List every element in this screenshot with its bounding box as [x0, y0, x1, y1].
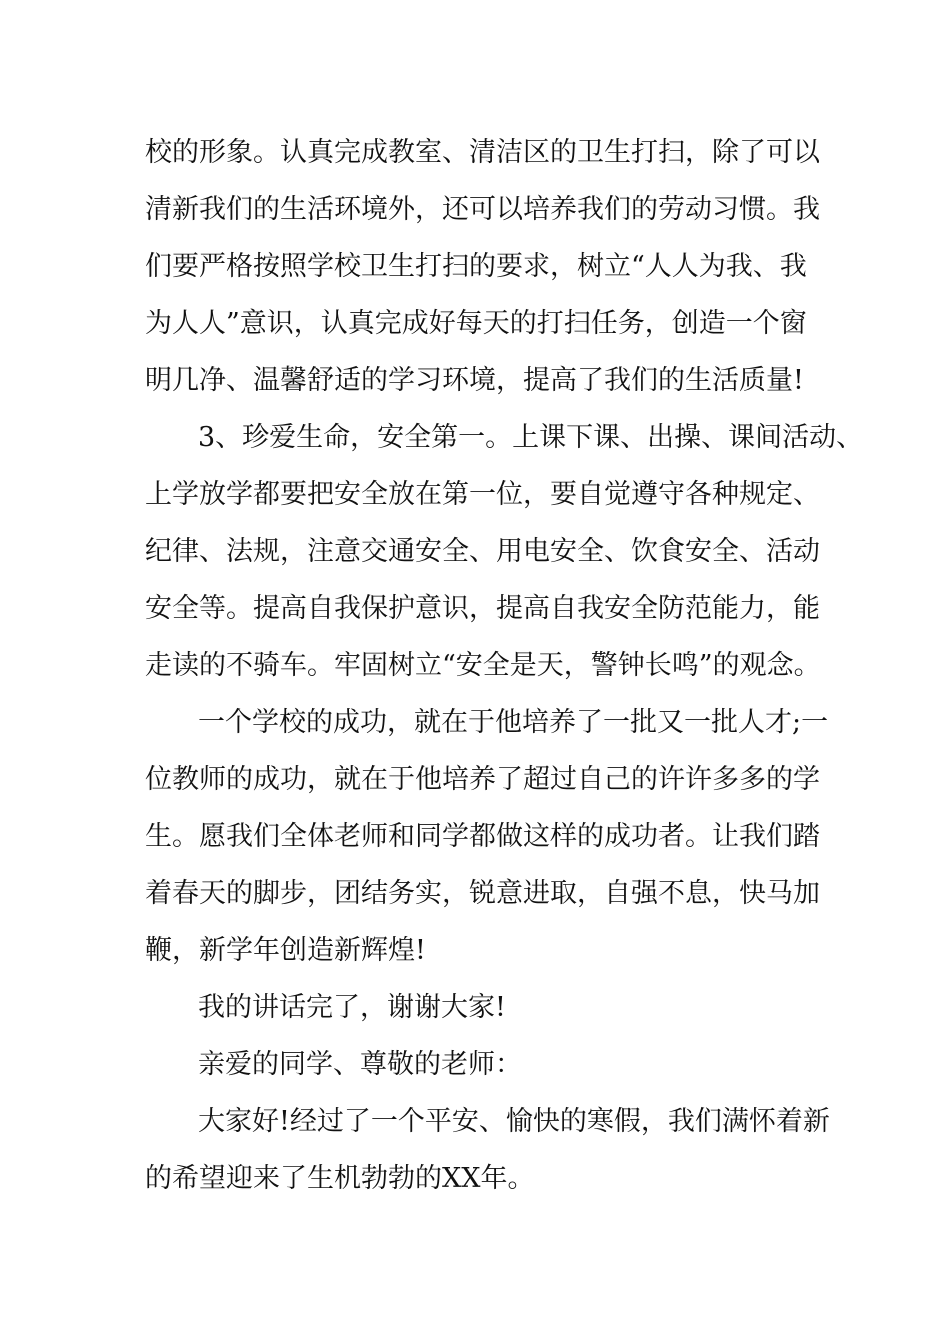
text-line-15: 鞭，新学年创造新辉煌!: [145, 935, 426, 966]
text-line-16: 我的讲话完了，谢谢大家!: [198, 992, 506, 1023]
text-line-14: 着春天的脚步，团结务实，锐意进取，自强不息，快马加: [145, 878, 820, 909]
text-line-6: 3、珍爱生命，安全第一。上课下课、出操、课间活动、: [198, 422, 864, 453]
text-line-7: 上学放学都要把安全放在第一位，要自觉遵守各种规定、: [145, 479, 820, 510]
text-line-5: 明几净、温馨舒适的学习环境，提高了我们的生活质量!: [145, 365, 804, 396]
text-line-17: 亲爱的同学、尊敬的老师：: [198, 1049, 522, 1080]
text-line-12: 位教师的成功，就在于他培养了超过自己的许许多多的学: [145, 764, 820, 795]
text-line-13: 生。愿我们全体老师和同学都做这样的成功者。让我们踏: [145, 821, 820, 852]
text-line-9: 安全等。提高自我保护意识，提高自我安全防范能力，能: [145, 593, 820, 624]
text-line-2: 清新我们的生活环境外，还可以培养我们的劳动习惯。我: [145, 194, 820, 225]
text-line-18: 大家好!经过了一个平安、愉快的寒假，我们满怀着新: [198, 1106, 830, 1137]
text-line-4: 为人人”意识，认真完成好每天的打扫任务，创造一个窗: [145, 308, 807, 339]
text-line-11: 一个学校的成功，就在于他培养了一批又一批人才;一: [198, 707, 829, 738]
text-line-3: 们要严格按照学校卫生打扫的要求，树立“人人为我、我: [145, 251, 807, 282]
text-line-19: 的希望迎来了生机勃勃的XX年。: [145, 1163, 535, 1194]
text-line-8: 纪律、法规，注意交通安全、用电安全、饮食安全、活动: [145, 536, 820, 567]
text-line-1: 校的形象。认真完成教室、清洁区的卫生打扫，除了可以: [145, 137, 820, 168]
text-line-10: 走读的不骑车。牢固树立“安全是天，警钟长鸣”的观念。: [145, 650, 821, 681]
